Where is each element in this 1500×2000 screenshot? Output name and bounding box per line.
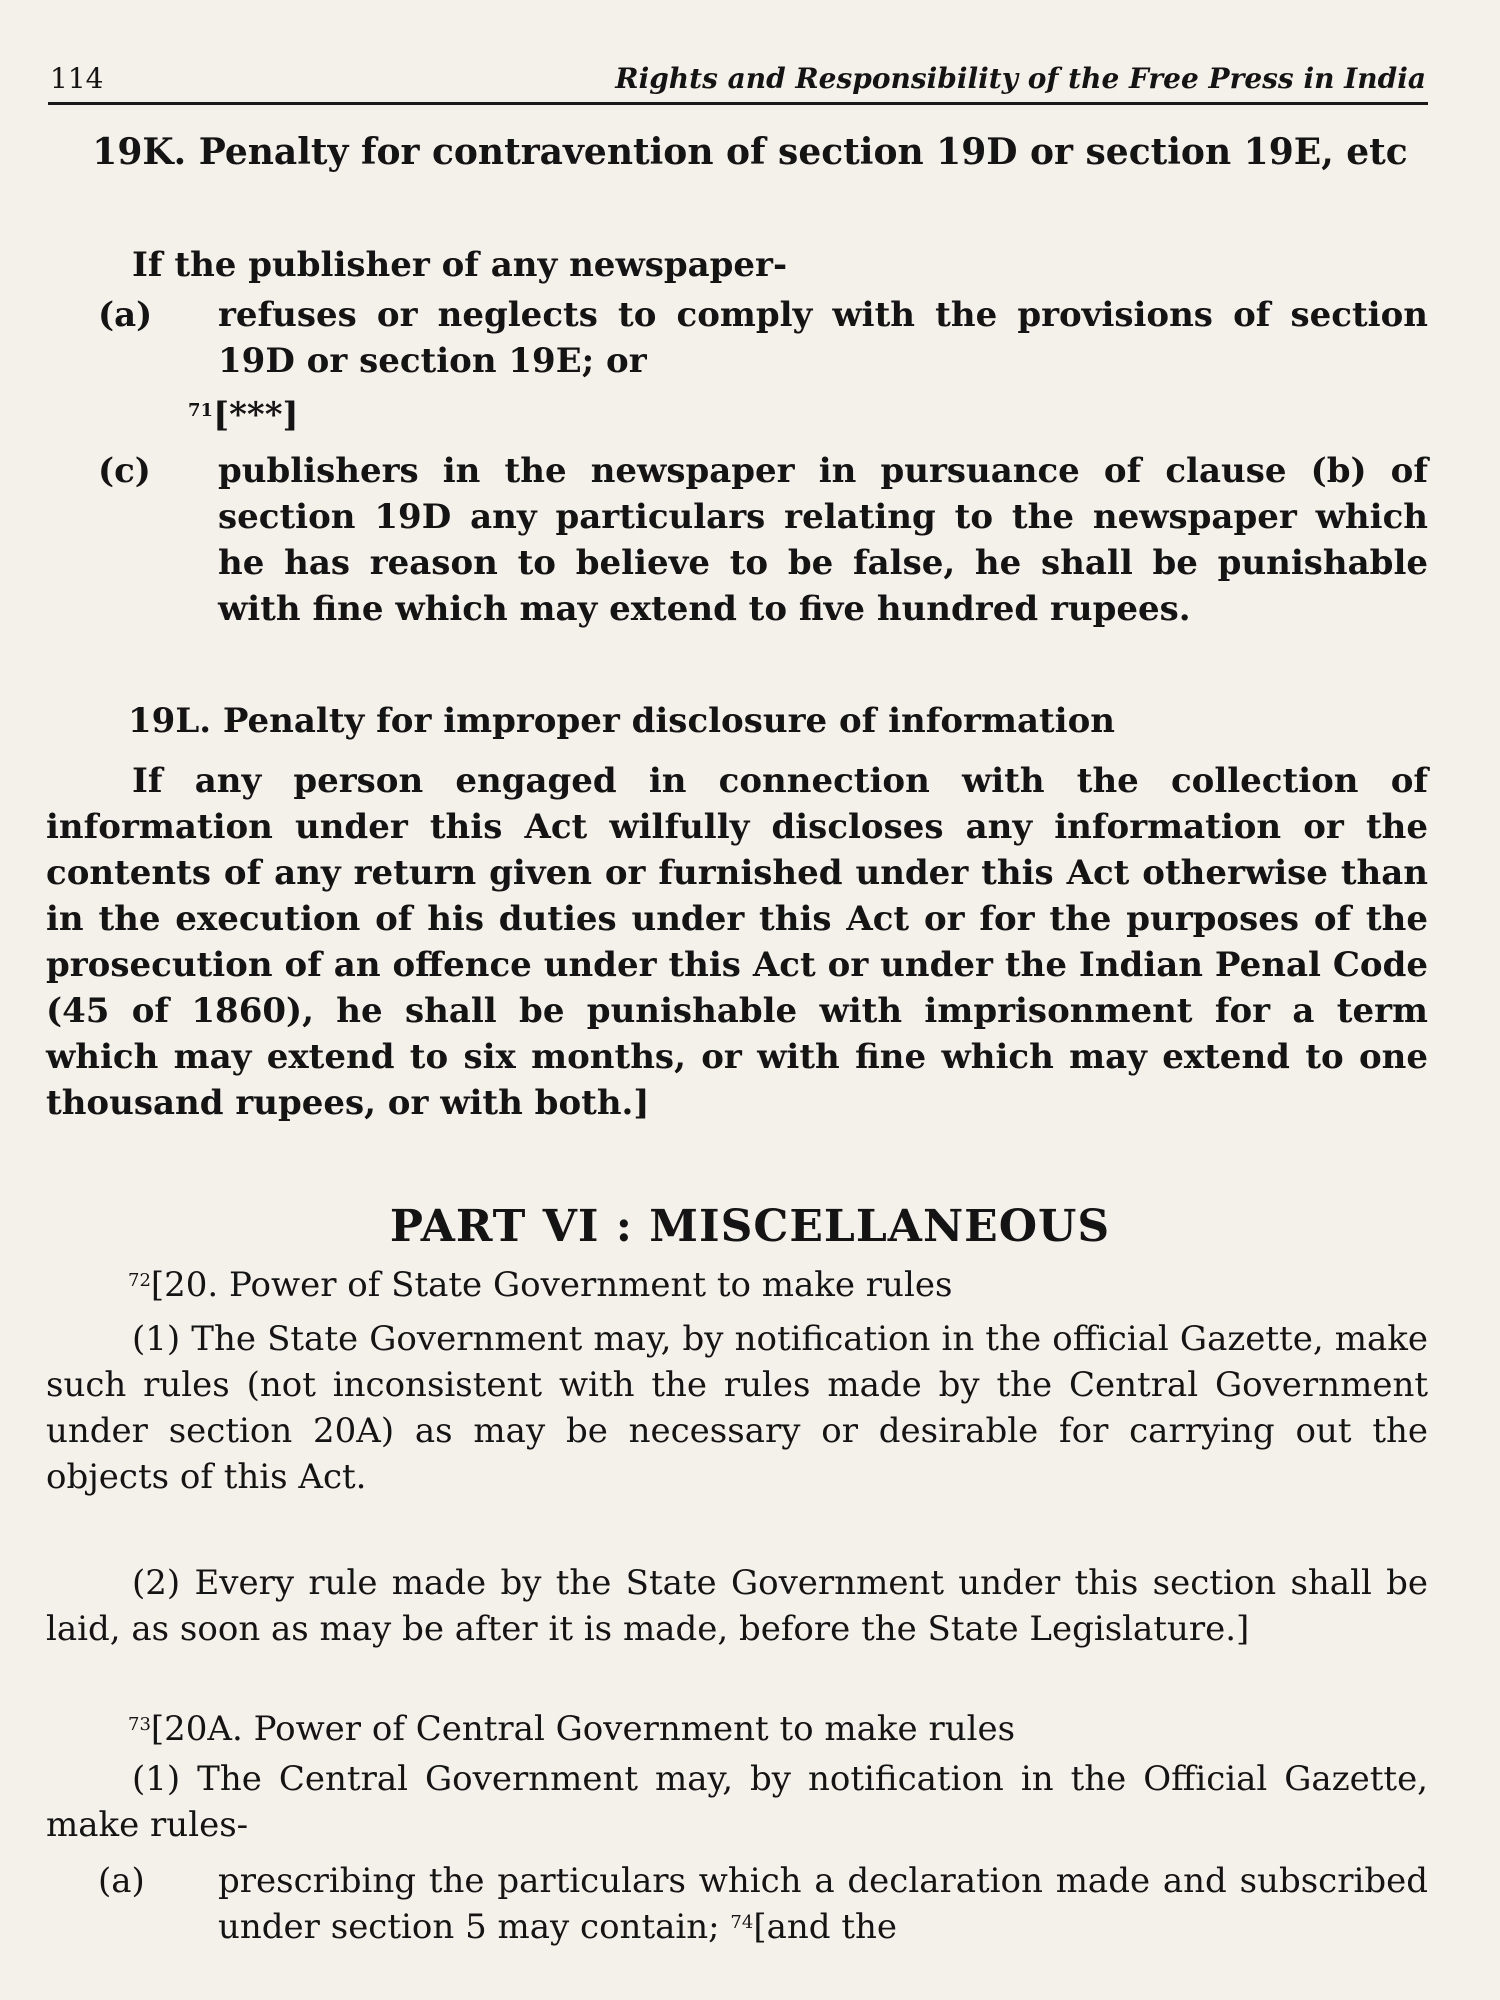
- part-vi-heading: PART VI : MISCELLANEOUS: [389, 1201, 1111, 1252]
- footnote-marker-73: 73: [128, 1714, 151, 1735]
- section-20a-item-a-tail: [and the: [753, 1907, 898, 1947]
- omitted-text: [***]: [213, 395, 299, 435]
- footnote-marker-72: 72: [128, 1270, 151, 1291]
- section-20a-item-a-label: (a): [98, 1861, 145, 1901]
- page-header: [48, 58, 1428, 105]
- section-20a-item-a-text: prescribing the particulars which a declaration made and subscribed under section 5 may contain;: [218, 1861, 1428, 1947]
- section-19k-heading: 19K. Penalty for contravention of section 19D or section 19E, etc: [92, 131, 1408, 173]
- page-number: 114: [50, 62, 104, 95]
- section-20a-para-1: (1) The Central Government may, by notification in the Official Gazette, make rules-: [46, 1759, 1428, 1845]
- section-20-para-2: (2) Every rule made by the State Government under this section shall be laid, as soon as may be after it is made, before the State Legislature.]: [46, 1563, 1428, 1649]
- item-a-text: refuses or neglects to comply with the provisions of section 19D or section 19E; or: [218, 295, 1428, 381]
- section-20-para-1: (1) The State Government may, by notification in the official Gazette, make such rules (not inconsistent with the rules made by the Central Government under section 20A) as may be necessary or desirable for carrying out the objects of this Act.: [46, 1319, 1428, 1497]
- footnote-71-omission: [188, 392, 588, 438]
- section-20a-title: [20A. Power of Central Government to make rules: [150, 1709, 1016, 1749]
- section-20a-item-a: [218, 1858, 1428, 1950]
- footnote-marker-71: 71: [188, 400, 214, 421]
- section-19l-heading: 19L. Penalty for improper disclosure of information: [128, 701, 1115, 741]
- section-19l-body: If any person engaged in connection with the collection of information under this Act wilfully discloses any information or the contents of any return given or furnished under this Act otherwise than in the execution of his duties under this Act or for the purposes of the prosecution of an offence under this Act or under the Indian Penal Code (45 of 1860), he shall be punishable with imprisonment for a term which may extend to six months, or with fine which may extend to one thousand rupees, or with both.]: [46, 761, 1428, 1123]
- footnote-marker-74: 74: [730, 1912, 754, 1933]
- section-19k-intro: If the publisher of any newspaper-: [132, 245, 788, 285]
- item-c-label: (c): [98, 451, 151, 491]
- running-title: Rights and Responsibility of the Free Press in India: [615, 62, 1426, 95]
- item-c-text: publishers in the newspaper in pursuance of clause (b) of section 19D any particulars relating to the newspaper which he has reason to believe to be false, he shall be punishable with fine which may extend to five hundred rupees.: [218, 451, 1428, 629]
- section-20-heading: [128, 1262, 1428, 1308]
- section-20a-heading: [128, 1706, 1428, 1752]
- item-a-label: (a): [98, 295, 153, 335]
- section-20-title: [20. Power of State Government to make rules: [150, 1265, 953, 1305]
